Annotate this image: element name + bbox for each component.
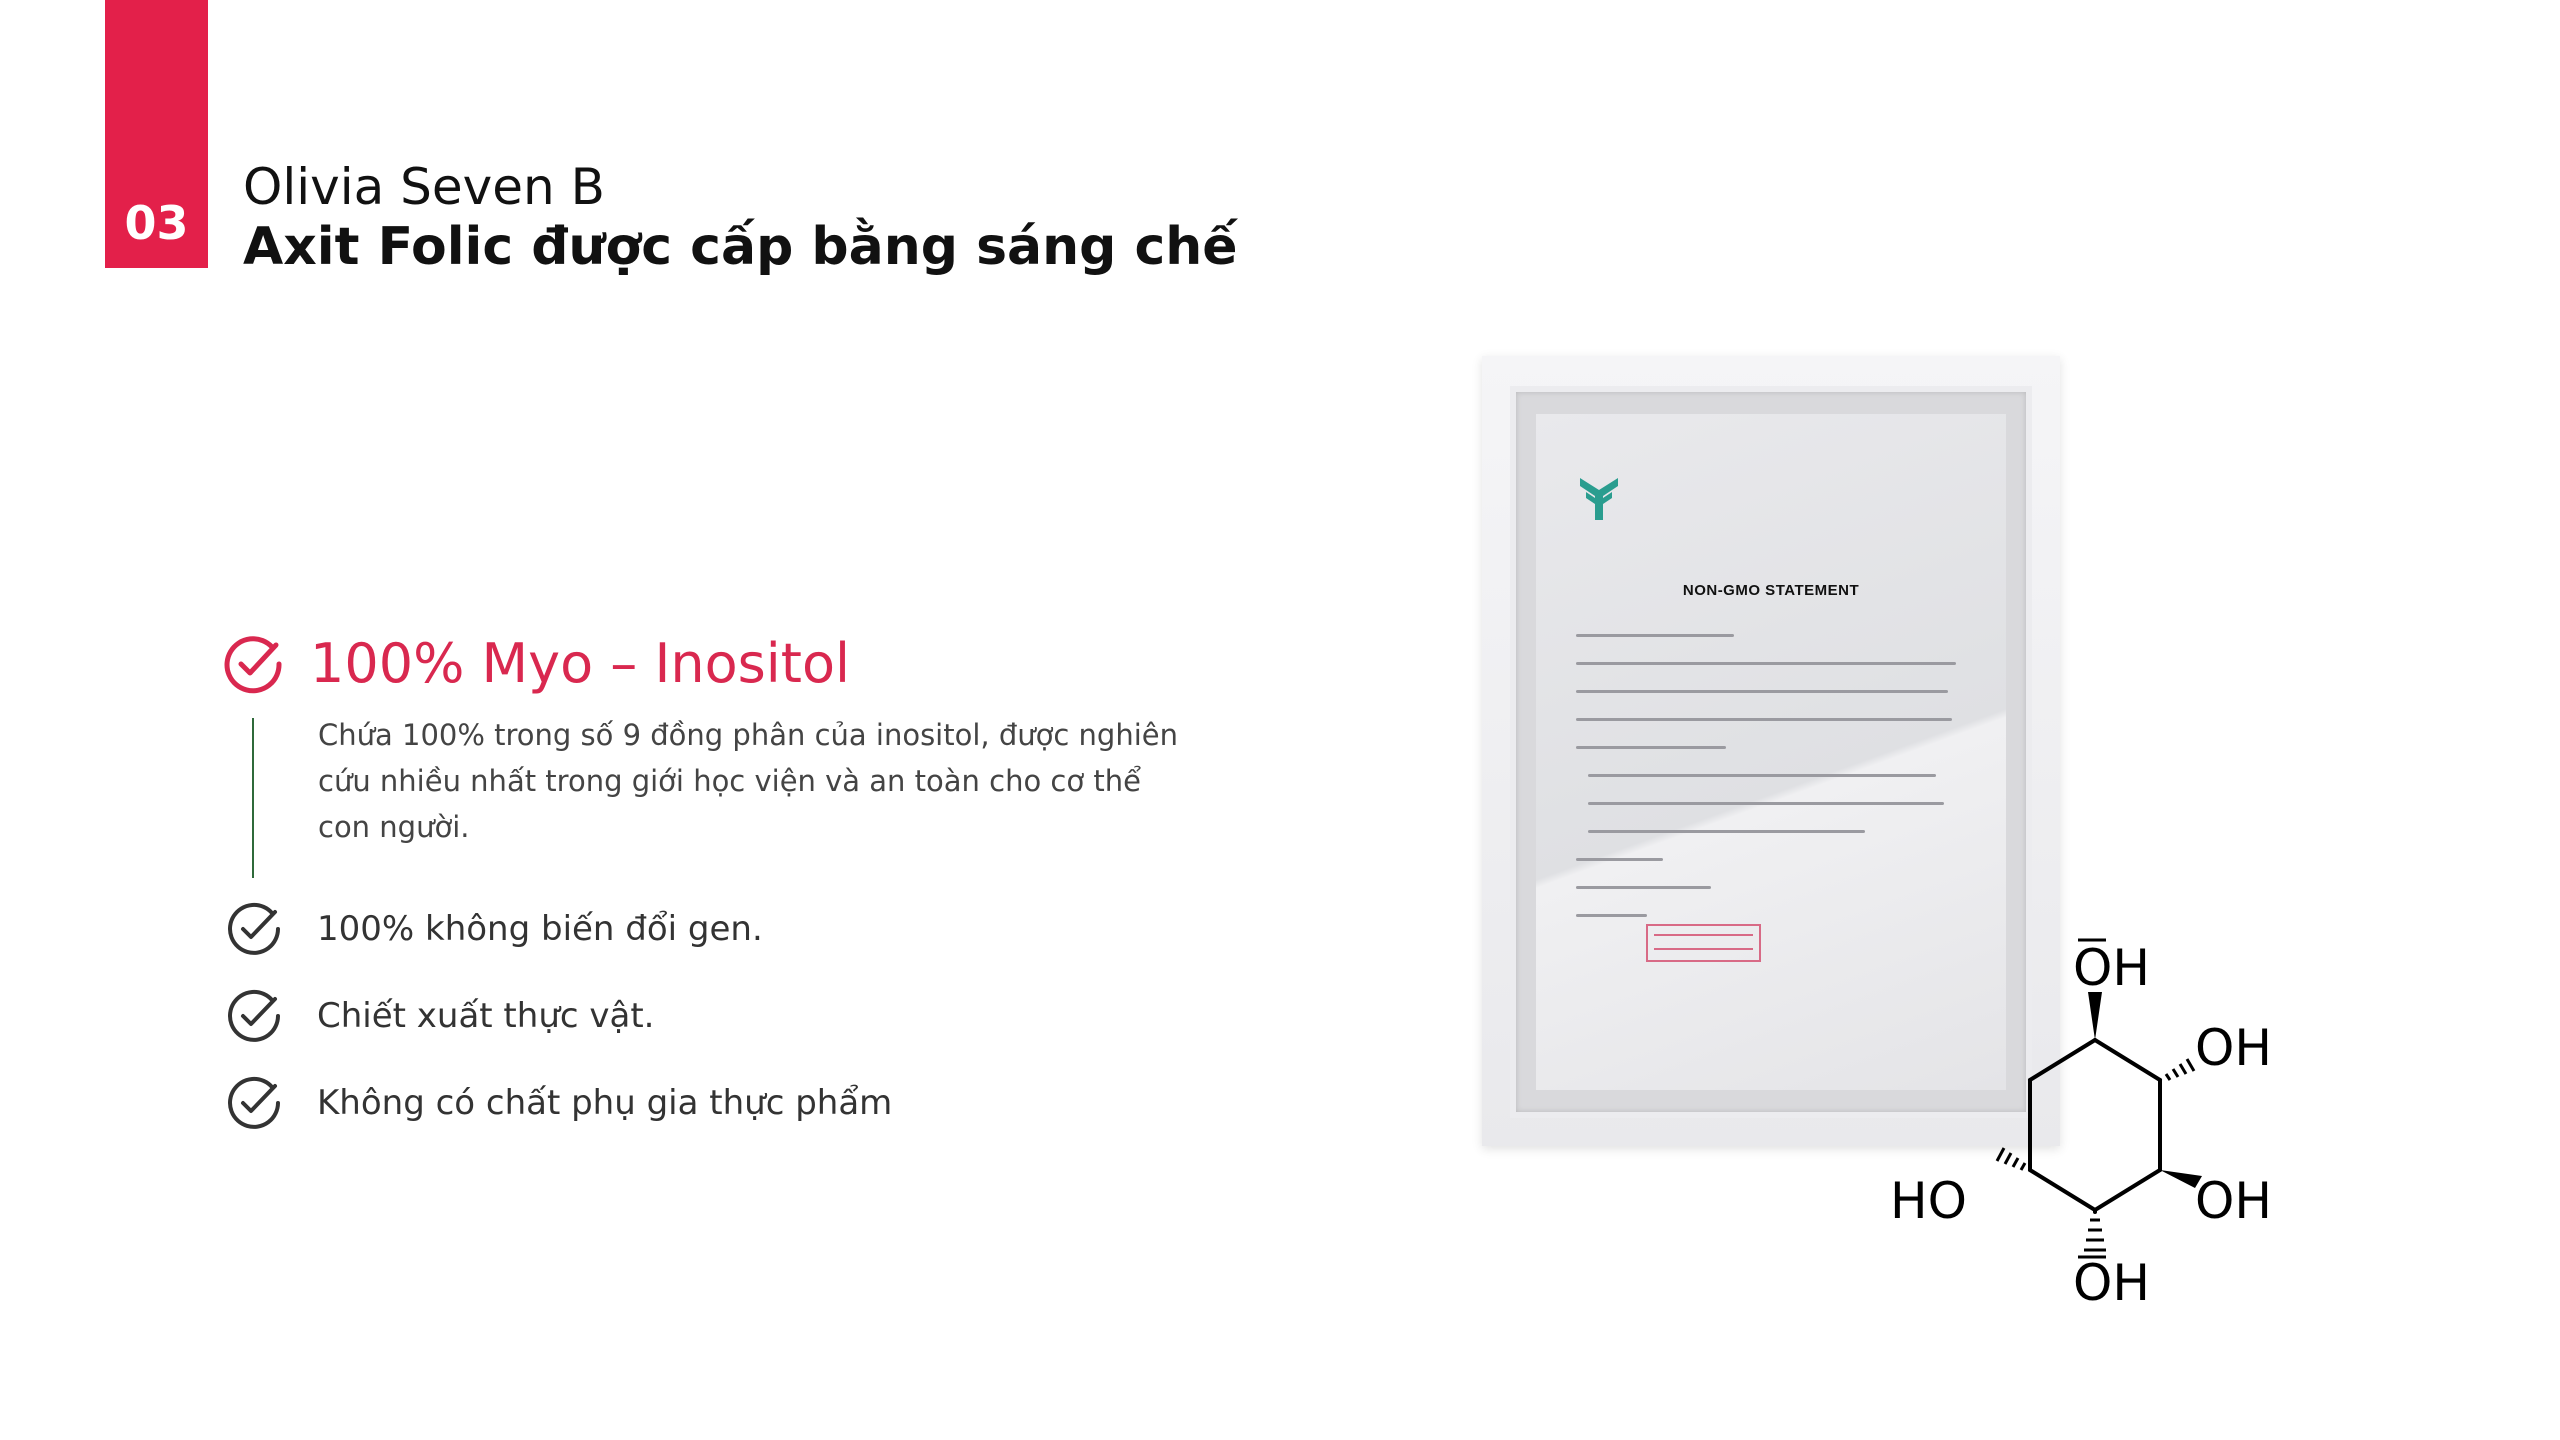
benefit-label: 100% không biến đổi gen. xyxy=(317,909,763,949)
benefit-item xyxy=(225,1074,892,1132)
certificate-title: NON-GMO STATEMENT xyxy=(1682,582,1860,599)
benefit-list xyxy=(225,900,892,1161)
check-circle-icon xyxy=(225,987,283,1045)
brand-name: Olivia Seven B xyxy=(243,158,605,216)
certificate-body-text xyxy=(1576,634,1972,942)
page-title: Axit Folic được cấp bằng sáng chế xyxy=(243,217,1238,277)
feature-header xyxy=(222,632,850,695)
section-number: 03 xyxy=(124,196,189,250)
benefit-label: Không có chất phụ gia thực phẩm xyxy=(317,1083,893,1123)
hydroxyl-label-left: HO xyxy=(1890,1172,1967,1230)
feature-title: 100% Myo – Inositol xyxy=(310,632,850,695)
hydroxyl-label-upper-right: OH xyxy=(2195,1019,2272,1077)
hydroxyl-label-lower-right: OH xyxy=(2195,1172,2272,1230)
section-number-badge xyxy=(105,0,208,268)
check-circle-icon xyxy=(225,1074,283,1132)
inositol-molecule-diagram xyxy=(1880,930,2320,1330)
hydroxyl-label-bottom: OH xyxy=(2073,1254,2150,1312)
benefit-item xyxy=(225,987,892,1045)
company-logo xyxy=(1576,474,1622,526)
check-circle-icon xyxy=(225,900,283,958)
feature-divider-line xyxy=(252,718,254,878)
hydroxyl-label-top: OH xyxy=(2073,939,2150,997)
check-circle-icon xyxy=(222,633,284,695)
benefit-label: Chiết xuất thực vật. xyxy=(317,996,655,1036)
feature-description: Chứa 100% trong số 9 đồng phân của inositol, được nghiên cứu nhiều nhất trong giới học viện và an toàn cho cơ thể con người. xyxy=(318,718,1178,844)
benefit-item xyxy=(225,900,892,958)
company-stamp xyxy=(1646,924,1761,962)
